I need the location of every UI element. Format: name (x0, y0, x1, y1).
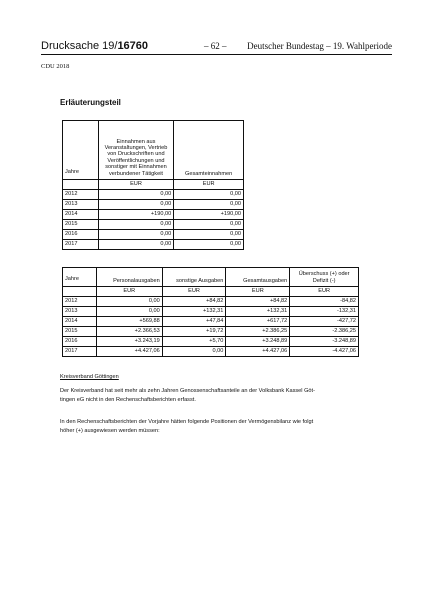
value-cell: 0,00 (98, 240, 174, 250)
table-row (63, 240, 244, 250)
income-table-units (63, 180, 244, 190)
year-cell: 2017 (63, 240, 99, 250)
year-cell: 2016 (63, 230, 99, 240)
value-cell: +4.427,06 (226, 347, 290, 357)
paragraph-line: tingen eG nicht in den Rechenschaftsberichten erfasst. (60, 397, 196, 403)
document-number-prefix: Drucksache 19/ (41, 40, 118, 52)
paragraph-line: Der Kreisverband hat seit mehr als zehn Jahren Genossenschaftsanteile an der Volksbank Kassel Göt- (60, 388, 315, 394)
value-cell: 0,00 (174, 200, 244, 210)
table-row (63, 230, 244, 240)
column-header-total-expenses: Gesamtausgaben (226, 268, 290, 287)
paragraph-line: In den Rechenschaftsberichten der Vorjahre hätten folgende Positionen der Vermögensbilanz wie folgt (60, 419, 314, 425)
unit-cell: EUR (96, 287, 162, 297)
value-cell: +2.386,25 (226, 327, 290, 337)
unit-cell: EUR (162, 287, 226, 297)
expenses-table-units (63, 287, 359, 297)
value-cell: 0,00 (98, 190, 174, 200)
value-cell: +132,31 (162, 307, 226, 317)
value-cell: 0,00 (174, 230, 244, 240)
header-rule (41, 54, 392, 55)
year-cell: 2016 (63, 337, 97, 347)
table-row (63, 317, 359, 327)
year-cell: 2014 (63, 317, 97, 327)
document-source: Deutscher Bundestag – 19. Wahlperiode (247, 41, 392, 51)
table-row (63, 327, 359, 337)
value-cell: +2.366,53 (96, 327, 162, 337)
value-cell: +84,82 (226, 297, 290, 307)
value-cell: +190,00 (174, 210, 244, 220)
expenses-table (62, 267, 359, 357)
value-cell: -132,31 (290, 307, 359, 317)
value-cell: +84,82 (162, 297, 226, 307)
value-cell: +3.248,89 (226, 337, 290, 347)
paragraph-line: höher (+) ausgewiesen werden müssen: (60, 428, 160, 434)
page-number: – 62 – (204, 41, 227, 51)
value-cell: +132,31 (226, 307, 290, 317)
table-row (63, 307, 359, 317)
unit-cell: EUR (290, 287, 359, 297)
year-cell: 2012 (63, 190, 99, 200)
unit-cell: EUR (174, 180, 244, 190)
expenses-table-header (63, 268, 359, 287)
income-table (62, 120, 244, 250)
value-cell: 0,00 (162, 347, 226, 357)
table-row (63, 200, 244, 210)
value-cell: +5,70 (162, 337, 226, 347)
value-cell: +19,72 (162, 327, 226, 337)
year-cell: 2017 (63, 347, 97, 357)
column-header-year: Jahre (63, 268, 97, 287)
value-cell: 0,00 (96, 307, 162, 317)
value-cell: 0,00 (174, 190, 244, 200)
value-cell: -84,82 (290, 297, 359, 307)
value-cell: +4.427,06 (96, 347, 162, 357)
value-cell: -4.427,06 (290, 347, 359, 357)
unit-cell: EUR (98, 180, 174, 190)
page-header (41, 40, 392, 54)
value-cell: 0,00 (98, 200, 174, 210)
value-cell: +3.243,19 (96, 337, 162, 347)
table-row (63, 297, 359, 307)
table-row (63, 220, 244, 230)
table-row (63, 337, 359, 347)
value-cell: +47,84 (162, 317, 226, 327)
value-cell: 0,00 (98, 230, 174, 240)
document-number-value: 16760 (117, 40, 149, 52)
value-cell: +190,00 (98, 210, 174, 220)
value-cell: +569,88 (96, 317, 162, 327)
income-table-header (63, 121, 244, 180)
subsection-title: Kreisverband Göttingen (60, 374, 119, 380)
year-cell: 2015 (63, 220, 99, 230)
value-cell: -427,72 (290, 317, 359, 327)
value-cell: 0,00 (96, 297, 162, 307)
value-cell: -3.248,89 (290, 337, 359, 347)
value-cell: 0,00 (174, 240, 244, 250)
year-cell: 2012 (63, 297, 97, 307)
document-number (41, 40, 148, 52)
column-header-other-expenses: sonstige Ausgaben (162, 268, 226, 287)
year-cell: 2013 (63, 307, 97, 317)
party-label: CDU 2018 (41, 63, 70, 70)
column-header-surplus-deficit: Überschuss (+) oder Defizit (-) (290, 268, 359, 287)
value-cell: 0,00 (174, 220, 244, 230)
table-row (63, 210, 244, 220)
column-header-total-income: Gesamteinnahmen (174, 121, 244, 180)
column-header-personnel: Personalausgaben (96, 268, 162, 287)
column-header-event-income: Einnahmen aus Veranstaltungen, Vertrieb von Druckschriften und Veröffentlichungen und sonstiger mit Einnahmen verbundener Tätigkeit (98, 121, 174, 180)
table-row (63, 347, 359, 357)
unit-cell-empty (63, 287, 97, 297)
year-cell: 2013 (63, 200, 99, 210)
unit-cell-empty (63, 180, 99, 190)
unit-cell: EUR (226, 287, 290, 297)
table-row (63, 190, 244, 200)
value-cell: +617,72 (226, 317, 290, 327)
value-cell: -2.386,25 (290, 327, 359, 337)
paragraph-1 (60, 387, 365, 405)
year-cell: 2015 (63, 327, 97, 337)
paragraph-2 (60, 418, 365, 436)
section-title: Erläuterungsteil (60, 98, 121, 107)
column-header-year: Jahre (63, 121, 99, 180)
year-cell: 2014 (63, 210, 99, 220)
value-cell: 0,00 (98, 220, 174, 230)
